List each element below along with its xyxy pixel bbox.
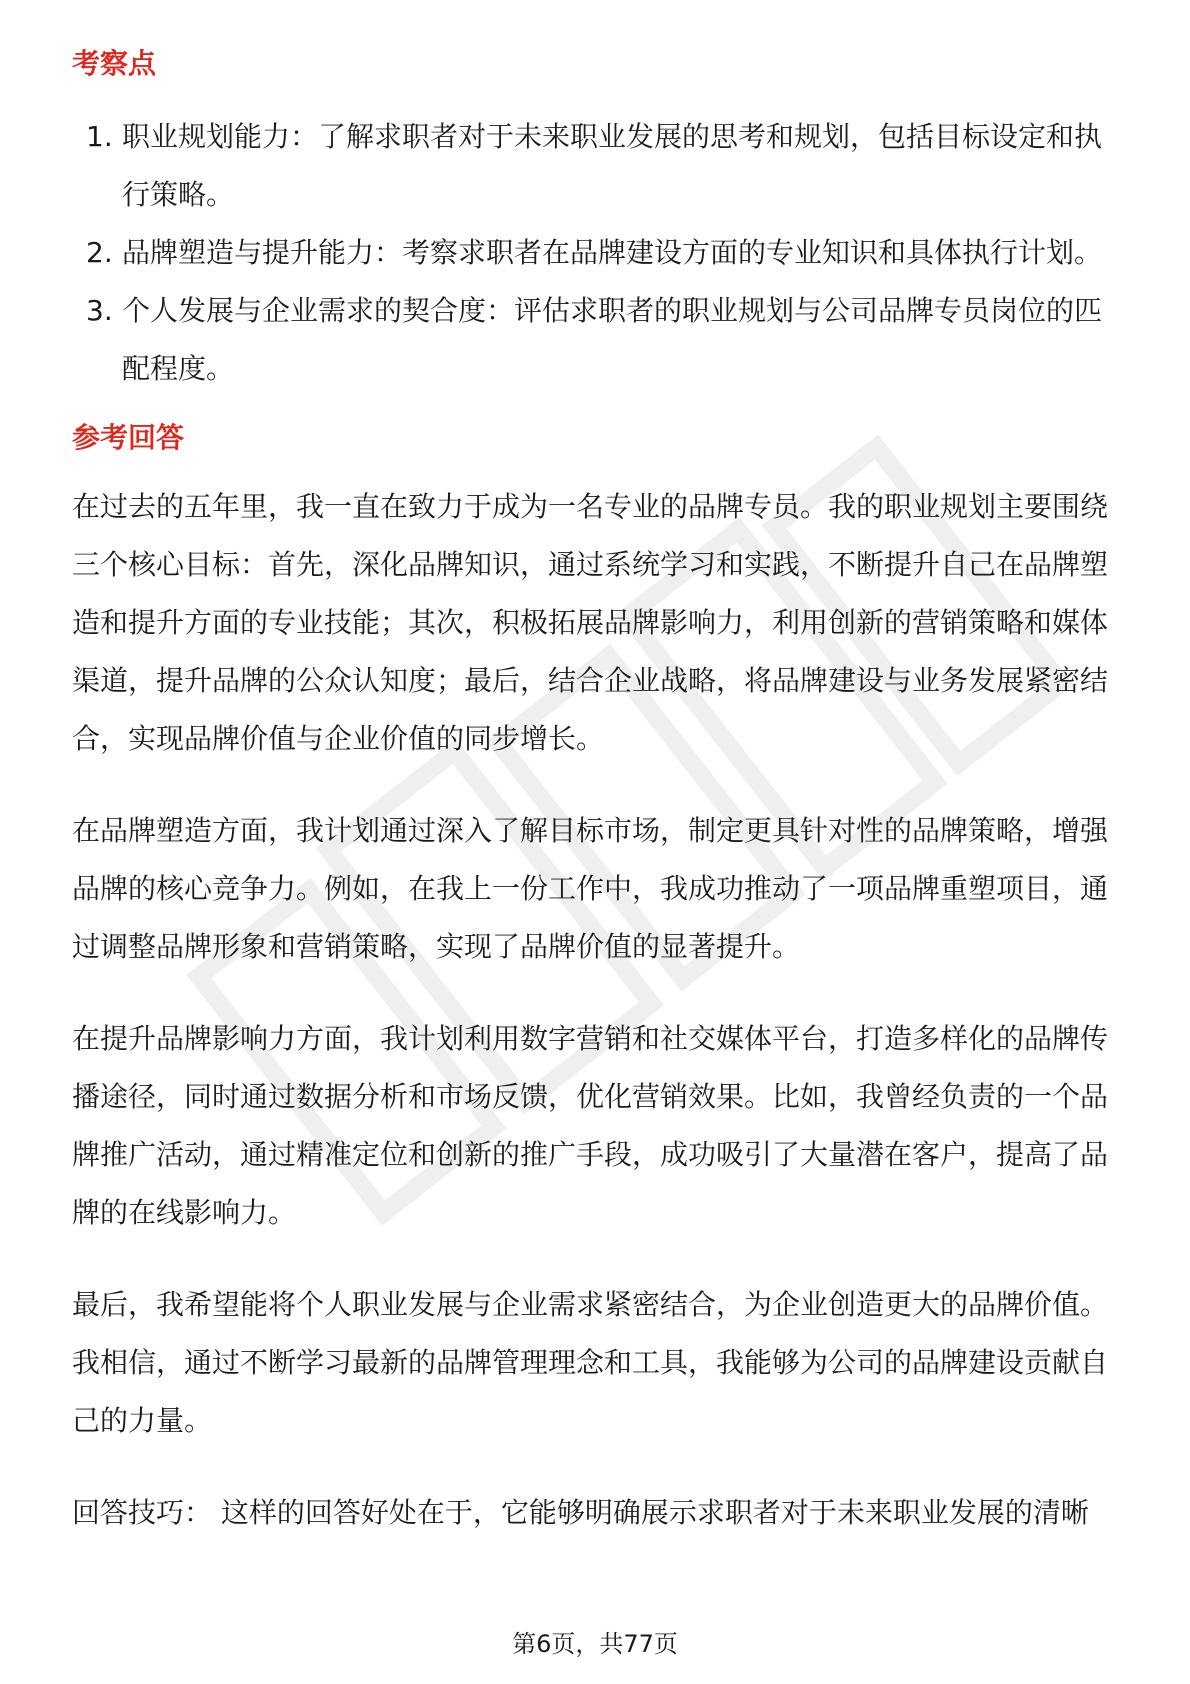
answer-tips-paragraph: 回答技巧： 这样的回答好处在于，它能够明确展示求职者对于未来职业发展的清晰 <box>72 1496 1089 1529</box>
list-item <box>72 282 1122 398</box>
section-heading-reference-answer: 参考回答 <box>72 421 185 454</box>
list-item-text: 个人发展与企业需求的契合度：评估求职者的职业规划与公司品牌专员岗位的匹配程度。 <box>122 294 1103 385</box>
assessment-list <box>72 108 1122 398</box>
section-heading-assessment: 考察点 <box>72 47 157 80</box>
list-item-number: 2. <box>86 236 113 269</box>
document-page <box>72 40 1122 1542</box>
list-item-text: 职业规划能力：了解求职者对于未来职业发展的思考和规划，包括目标设定和执行策略。 <box>122 120 1103 211</box>
page-number-footer: 第6页，共77页 <box>512 1630 678 1658</box>
answer-paragraph: 在品牌塑造方面，我计划通过深入了解目标市场，制定更具针对性的品牌策略，增强品牌的核心竞争力。例如，在我上一份工作中，我成功推动了一项品牌重塑项目，通过调整品牌形象和营销策略，实现了品牌价值的显著提升。 <box>72 814 1109 963</box>
list-item-number: 3. <box>86 294 113 327</box>
answer-paragraph: 最后，我希望能将个人职业发展与企业需求紧密结合，为企业创造更大的品牌价值。我相信，通过不断学习最新的品牌管理理念和工具，我能够为公司的品牌建设贡献自己的力量。 <box>72 1288 1109 1437</box>
list-item <box>72 224 1122 282</box>
list-item <box>72 108 1122 224</box>
answer-paragraph: 在提升品牌影响力方面，我计划利用数字营销和社交媒体平台，打造多样化的品牌传播途径，同时通过数据分析和市场反馈，优化营销效果。比如，我曾经负责的一个品牌推广活动，通过精准定位和创新的推广手段，成功吸引了大量潜在客户，提高了品牌的在线影响力。 <box>72 1022 1109 1229</box>
list-item-number: 1. <box>86 120 113 153</box>
answer-paragraph: 在过去的五年里，我一直在致力于成为一名专业的品牌专员。我的职业规划主要围绕三个核心目标：首先，深化品牌知识，通过系统学习和实践，不断提升自己在品牌塑造和提升方面的专业技能；其次，积极拓展品牌影响力，利用创新的营销策略和媒体渠道，提升品牌的公众认知度；最后，结合企业战略，将品牌建设与业务发展紧密结合，实现品牌价值与企业价值的同步增长。 <box>72 490 1109 755</box>
list-item-text: 品牌塑造与提升能力：考察求职者在品牌建设方面的专业知识和具体执行计划。 <box>122 236 1103 269</box>
